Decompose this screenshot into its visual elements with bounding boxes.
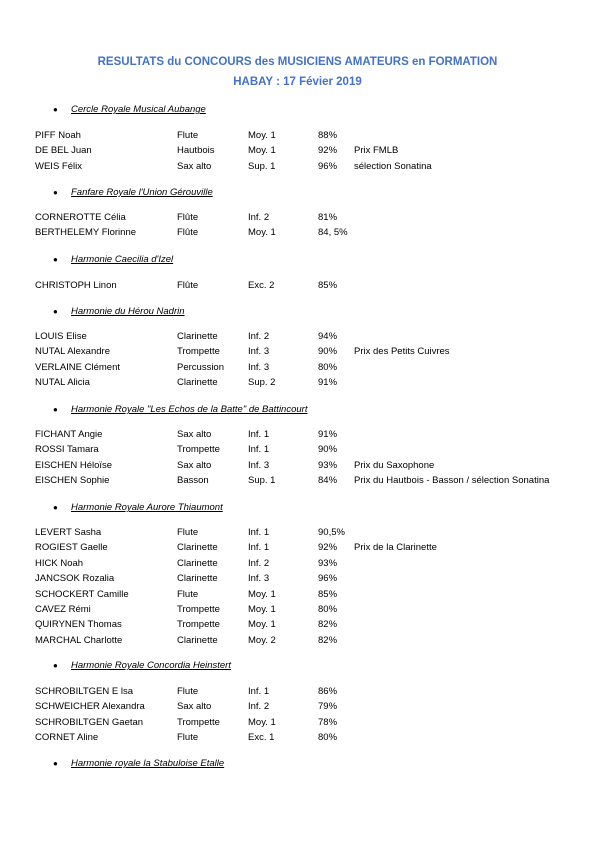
bullet-icon: ● bbox=[53, 105, 58, 114]
level: Inf. 2 bbox=[248, 331, 270, 342]
student-name: QUIRYNEN Thomas bbox=[35, 619, 122, 631]
result-row bbox=[0, 429, 595, 441]
instrument: Clarinette bbox=[177, 377, 218, 389]
level: Inf. 1 bbox=[248, 686, 270, 697]
student-name: SCHROBILTGEN Gaetan bbox=[35, 716, 144, 728]
prize: Prix de la Clarinette bbox=[354, 542, 437, 554]
instrument: Hautbois bbox=[177, 145, 215, 157]
section-name: Harmonie Royale Concordia Heinstert bbox=[71, 660, 231, 671]
instrument: Sax alto bbox=[177, 701, 212, 713]
student-name: SCHOCKERT Camille bbox=[35, 588, 129, 600]
level: Inf. 3 bbox=[248, 573, 270, 585]
score: 85% bbox=[318, 280, 338, 291]
level: Moy. 1 bbox=[248, 130, 276, 141]
result-row bbox=[0, 589, 595, 601]
level: Sup. 1 bbox=[248, 160, 276, 172]
score: 88% bbox=[318, 130, 338, 141]
score: 94% bbox=[318, 331, 338, 342]
level: Inf. 1 bbox=[248, 542, 270, 554]
instrument: Trompette bbox=[177, 619, 220, 631]
result-row bbox=[0, 635, 595, 647]
section-name: Harmonie Caecilia d'Izel bbox=[71, 254, 174, 265]
result-row bbox=[0, 732, 595, 744]
prize: Prix FMLB bbox=[354, 145, 399, 157]
score: 80% bbox=[318, 604, 338, 615]
level: Inf. 2 bbox=[248, 557, 270, 569]
student-name: EISCHEN Héloïse bbox=[35, 459, 113, 471]
document-subtitle: HABAY : 17 Févier 2019 bbox=[233, 76, 362, 88]
section-name: Harmonie royale la Stabuloise Etalle bbox=[71, 758, 225, 769]
section-heading bbox=[53, 660, 231, 671]
score: 93% bbox=[318, 459, 338, 471]
result-row bbox=[0, 717, 595, 729]
instrument: Clarinette bbox=[177, 573, 218, 585]
score: 92% bbox=[318, 145, 338, 157]
instrument: Clarinette bbox=[177, 634, 218, 646]
student-name: ROSSI Tamara bbox=[35, 444, 99, 456]
instrument: Flûte bbox=[177, 227, 199, 239]
student-name: WEIS Félix bbox=[35, 160, 82, 172]
score: 86% bbox=[318, 686, 338, 697]
student-name: SCHROBILTGEN E lsa bbox=[35, 686, 134, 697]
instrument: Trompette bbox=[177, 346, 220, 358]
student-name: EISCHEN Sophie bbox=[35, 475, 110, 487]
instrument: Sax alto bbox=[177, 160, 212, 172]
level: Inf. 1 bbox=[248, 429, 270, 440]
student-name: LEVERT Sasha bbox=[35, 527, 102, 538]
section-name: Harmonie Royale Aurore Thiaumont bbox=[71, 502, 223, 513]
score: 96% bbox=[318, 573, 338, 585]
result-row bbox=[0, 362, 595, 374]
bullet-icon: ● bbox=[53, 661, 58, 670]
result-row bbox=[0, 558, 595, 570]
score: 80% bbox=[318, 361, 338, 373]
instrument: Trompette bbox=[177, 444, 220, 456]
result-row bbox=[0, 346, 595, 358]
level: Moy. 1 bbox=[248, 619, 276, 631]
score: 90% bbox=[318, 444, 338, 456]
student-name: FICHANT Angie bbox=[35, 429, 103, 440]
section-heading bbox=[53, 404, 307, 415]
instrument: Flute bbox=[177, 588, 199, 600]
score: 79% bbox=[318, 701, 338, 713]
section-heading bbox=[53, 187, 213, 198]
result-row bbox=[0, 331, 595, 343]
result-row bbox=[0, 460, 595, 472]
section-name: Fanfare Royale l'Union Gérouville bbox=[71, 187, 213, 198]
prize: Prix des Petits Cuivres bbox=[354, 346, 450, 358]
section-heading bbox=[53, 758, 224, 769]
instrument: Percussion bbox=[177, 361, 224, 373]
student-name: PIFF Noah bbox=[35, 130, 81, 141]
instrument: Sax alto bbox=[177, 429, 212, 440]
bullet-icon: ● bbox=[53, 405, 58, 414]
result-row bbox=[0, 444, 595, 456]
level: Sup. 2 bbox=[248, 377, 276, 389]
result-row bbox=[0, 227, 595, 239]
level: Inf. 1 bbox=[248, 527, 270, 538]
level: Moy. 1 bbox=[248, 604, 276, 615]
result-row bbox=[0, 701, 595, 713]
result-row bbox=[0, 145, 595, 157]
student-name: CORNET Aline bbox=[35, 732, 99, 744]
score: 78% bbox=[318, 716, 338, 728]
section-name: Harmonie Royale "Les Echos de la Batte" de Battincourt bbox=[71, 404, 308, 415]
level: Inf. 1 bbox=[248, 444, 270, 456]
score: 96% bbox=[318, 160, 338, 172]
level: Moy. 1 bbox=[248, 588, 276, 600]
instrument: Clarinette bbox=[177, 557, 218, 569]
instrument: Flute bbox=[177, 686, 199, 697]
level: Inf. 2 bbox=[248, 212, 270, 223]
score: 93% bbox=[318, 557, 338, 569]
prize: Prix du Hautbois - Basson / sélection Sonatina bbox=[354, 475, 550, 487]
result-row bbox=[0, 280, 595, 292]
score: 92% bbox=[318, 542, 338, 554]
level: Inf. 2 bbox=[248, 701, 270, 713]
instrument: Flûte bbox=[177, 212, 199, 223]
student-name: CHRISTOPH Linon bbox=[35, 280, 117, 291]
instrument: Flûte bbox=[177, 280, 199, 291]
instrument: Clarinette bbox=[177, 331, 218, 342]
level: Inf. 3 bbox=[248, 361, 270, 373]
score: 91% bbox=[318, 429, 338, 440]
instrument: Sax alto bbox=[177, 459, 212, 471]
score: 84% bbox=[318, 475, 338, 487]
instrument: Basson bbox=[177, 475, 209, 487]
level: Inf. 3 bbox=[248, 459, 270, 471]
result-row bbox=[0, 604, 595, 616]
result-row bbox=[0, 161, 595, 173]
result-row bbox=[0, 475, 595, 487]
result-row bbox=[0, 212, 595, 224]
bullet-icon: ● bbox=[53, 255, 58, 264]
student-name: JANCSOK Rozalia bbox=[35, 573, 115, 585]
instrument: Trompette bbox=[177, 716, 220, 728]
score: 81% bbox=[318, 212, 338, 223]
student-name: ROGIEST Gaelle bbox=[35, 542, 108, 554]
section-name: Harmonie du Hérou Nadrin bbox=[71, 306, 185, 317]
score: 84, 5% bbox=[318, 227, 348, 239]
prize: Prix du Saxophone bbox=[354, 459, 435, 471]
student-name: BERTHELEMY Florinne bbox=[35, 227, 137, 239]
prize: sélection Sonatina bbox=[354, 160, 432, 172]
result-row bbox=[0, 377, 595, 389]
level: Moy. 1 bbox=[248, 227, 276, 239]
level: Moy. 2 bbox=[248, 634, 276, 646]
score: 91% bbox=[318, 377, 338, 389]
score: 82% bbox=[318, 634, 338, 646]
result-row bbox=[0, 542, 595, 554]
score: 80% bbox=[318, 732, 338, 744]
bullet-icon: ● bbox=[53, 188, 58, 197]
result-row bbox=[0, 686, 595, 698]
result-row bbox=[0, 527, 595, 539]
instrument: Trompette bbox=[177, 604, 220, 615]
section-heading bbox=[53, 502, 223, 513]
result-row bbox=[0, 130, 595, 142]
level: Moy. 1 bbox=[248, 145, 276, 157]
student-name: LOUIS Elise bbox=[35, 331, 87, 342]
instrument: Flute bbox=[177, 527, 199, 538]
student-name: CORNEROTTE Célia bbox=[35, 212, 126, 223]
section-name: Cercle Royale Musical Aubange bbox=[71, 104, 206, 115]
student-name: NUTAL Alicia bbox=[35, 377, 90, 389]
result-row bbox=[0, 619, 595, 631]
score: 90,5% bbox=[318, 527, 345, 538]
level: Moy. 1 bbox=[248, 716, 276, 728]
student-name: MARCHAL Charlotte bbox=[35, 634, 123, 646]
instrument: Clarinette bbox=[177, 542, 218, 554]
student-name: SCHWEICHER Alexandra bbox=[35, 701, 145, 713]
instrument: Flute bbox=[177, 732, 199, 744]
section-heading bbox=[53, 306, 185, 317]
student-name: VERLAINE Clément bbox=[35, 361, 121, 373]
instrument: Flute bbox=[177, 130, 199, 141]
result-row bbox=[0, 573, 595, 585]
score: 85% bbox=[318, 588, 338, 600]
level: Exc. 1 bbox=[248, 732, 275, 744]
student-name: NUTAL Alexandre bbox=[35, 346, 110, 358]
document-title: RESULTATS du CONCOURS des MUSICIENS AMATEURS en FORMATION bbox=[97, 56, 498, 68]
level: Inf. 3 bbox=[248, 346, 270, 358]
level: Exc. 2 bbox=[248, 280, 275, 291]
student-name: CAVEZ Rémi bbox=[35, 604, 91, 615]
section-heading bbox=[53, 104, 206, 115]
student-name: HICK Noah bbox=[35, 557, 84, 569]
bullet-icon: ● bbox=[53, 307, 58, 316]
bullet-icon: ● bbox=[53, 759, 58, 768]
section-heading bbox=[53, 254, 173, 265]
score: 82% bbox=[318, 619, 338, 631]
level: Sup. 1 bbox=[248, 475, 276, 487]
score: 90% bbox=[318, 346, 338, 358]
bullet-icon: ● bbox=[53, 503, 58, 512]
student-name: DE BEL Juan bbox=[35, 145, 92, 157]
